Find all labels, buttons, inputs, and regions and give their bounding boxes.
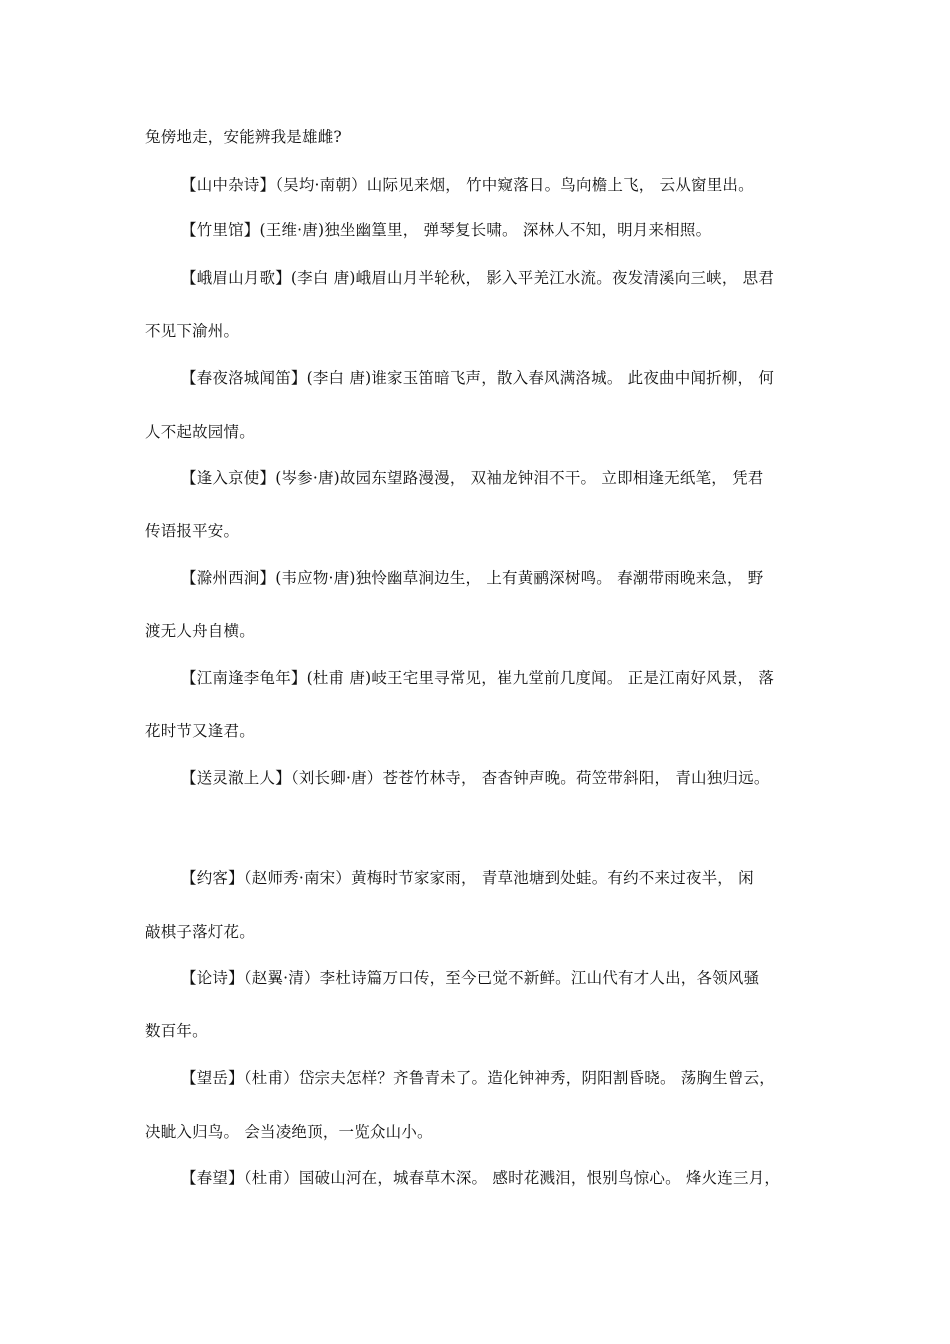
poem-line-continuation: 传语报平安。 [145,522,240,540]
poem-line: 【逢入京使】(岑参·唐)故园东望路漫漫， 双袖龙钟泪不干。 立即相逢无纸笔， 凭君 [181,469,764,487]
poem-line: 【望岳】（杜甫）岱宗夫怎样？齐鲁青未了。造化钟神秀，阴阳割昏晓。 荡胸生曾云， [181,1069,775,1087]
poem-line-continuation: 不见下渝州。 [145,322,240,340]
poem-line: 【春望】（杜甫）国破山河在，城春草木深。 感时花溅泪，恨别鸟惊心。 烽火连三月， [181,1169,781,1187]
poem-line: 【约客】（赵师秀·南宋）黄梅时节家家雨， 青草池塘到处蛙。有约不来过夜半， 闲 [181,869,754,887]
poem-line-continuation: 人不起故园情。 [145,423,255,441]
poem-line-continuation: 数百年。 [145,1022,208,1040]
text-line: 兔傍地走，安能辨我是雄雌? [145,128,342,146]
poem-line-continuation: 渡无人舟自横。 [145,622,255,640]
poem-line: 【山中杂诗】（吴均·南朝）山际见来烟， 竹中窥落日。鸟向檐上飞， 云从窗里出。 [181,176,754,194]
poem-line: 【峨眉山月歌】(李白 唐)峨眉山月半轮秋， 影入平羌江水流。夜发清溪向三峡， 思君 [181,269,775,287]
poem-line-continuation: 花时节又逢君。 [145,722,255,740]
poem-line: 【送灵澈上人】（刘长卿·唐）苍苍竹林寺， 杳杳钟声晚。荷笠带斜阳， 青山独归远。 [181,769,770,787]
poem-line: 【江南逢李龟年】(杜甫 唐)岐王宅里寻常见，崔九堂前几度闻。 正是江南好风景， 落 [181,669,775,687]
poem-line-continuation: 决眦入归鸟。 会当凌绝顶，一览众山小。 [145,1123,433,1141]
poem-line: 【竹里馆】(王维·唐)独坐幽篁里， 弹琴复长啸。 深林人不知，明月来相照。 [181,221,712,239]
poem-line: 【滁州西涧】(韦应物·唐)独怜幽草涧边生， 上有黄鹂深树鸣。 春潮带雨晚来急， 野 [181,569,764,587]
poem-line-continuation: 敲棋子落灯花。 [145,923,255,941]
poem-line: 【论诗】（赵翼·清）李杜诗篇万口传，至今已觉不新鲜。江山代有才人出，各领风骚 [181,969,760,987]
poem-line: 【春夜洛城闻笛】(李白 唐)谁家玉笛暗飞声，散入春风满洛城。 此夜曲中闻折柳， 何 [181,369,775,387]
